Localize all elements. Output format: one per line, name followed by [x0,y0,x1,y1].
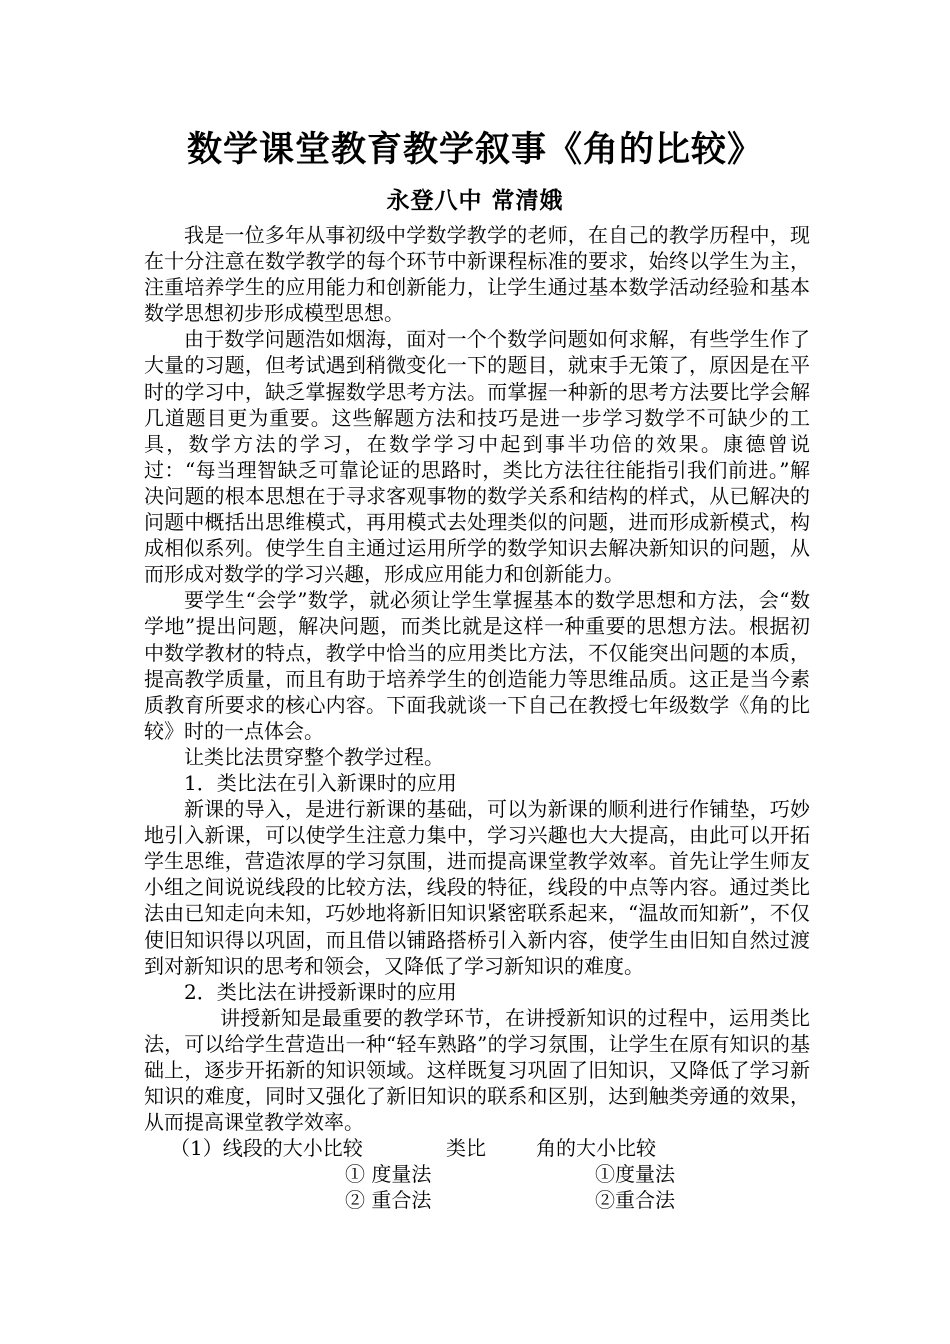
document-body [144,222,810,1213]
author-line: 永登八中 常清娥 [386,187,564,214]
comparison-left-item: ① 度量法 [345,1162,432,1187]
paragraph-intro-lesson: 新课的导入，是进行新课的基础，可以为新课的顺利进行作铺垫，巧妙地引入新课，可以使学生注意力集中，学习兴趣也大大提高，由此可以开拓学生思维，营造浓厚的学习氛围，进而提高课堂教学效率。首先让学生师友小组之间说说线段的比较方法，线段的特征，线段的中点等内容。通过类比法由已知走向未知，巧妙地将新旧知识紧密联系起来，“温故而知新”，不仅使旧知识得以巩固，而且借以铺路搭桥引入新内容，使学生由旧知自然过渡到对新知识的思考和领会，又降低了学习新知识的难度。 [144,797,810,978]
comparison-middle-heading: 类比 [446,1136,486,1161]
paragraph-through: 让类比法贯穿整个教学过程。 [184,744,444,769]
comparison-right-item: ②重合法 [595,1188,675,1213]
section-heading-2: 2．类比法在讲授新课时的应用 [184,979,457,1004]
comparison-left-item: ② 重合法 [345,1188,432,1213]
section-heading-1: 1．类比法在引入新课时的应用 [184,770,457,795]
comparison-row [144,1161,810,1187]
comparison-header [144,1135,810,1161]
comparison-right-heading: 角的大小比较 [536,1136,656,1161]
comparison-left-heading: （1）线段的大小比较 [170,1136,363,1161]
paragraph-intro: 我是一位多年从事初级中学数学教学的老师，在自己的教学历程中，现在十分注意在数学教学的每个环节中新课程标准的要求，始终以学生为主，注重培养学生的应用能力和创新能力，让学生通过基本数学活动经验和基本数学思想初步形成模型思想。 [144,223,810,326]
comparison-right-item: ①度量法 [595,1162,675,1187]
paragraph-method: 由于数学问题浩如烟海，面对一个个数学问题如何求解，有些学生作了大量的习题，但考试遇到稍微变化一下的题目，就束手无策了，原因是在平时的学习中，缺乏掌握数学思考方法。而掌握一种新的思考方法要比学会解几道题目更为重要。这些解题方法和技巧是进一步学习数学不可缺少的工具，数学方法的学习，在数学学习中起到事半功倍的效果。康德曾说过：“每当理智缺乏可靠论证的思路时，类比方法往往能指引我们前进。”解决问题的根本思想在于寻求客观事物的数学关系和结构的样式，从已解决的问题中概括出思维模式，再用模式去处理类似的问题，进而形成新模式，构成相似系列。使学生自主通过运用所学的数学知识去解决新知识的问题，从而形成对数学的学习兴趣，形成应用能力和创新能力。 [144,327,810,587]
paragraph-new-lesson: 讲授新知是最重要的教学环节，在讲授新知识的过程中，运用类比法，可以给学生营造出一种“轻车熟路”的学习氛围，让学生在原有知识的基础上，逐步开拓新的知识领域。这样既复习巩固了旧知识，又降低了学习新知识的难度，同时又强化了新旧知识的联系和区别，达到触类旁通的效果，从而提高课堂教学效率。 [144,1005,810,1135]
document-title: 数学课堂教育教学叙事《角的比较》 [186,129,763,170]
comparison-row [144,1187,810,1213]
paragraph-analogy: 要学生“会学”数学，就必须让学生掌握基本的数学思想和方法，会“数学地”提出问题，解决问题，而类比就是这样一种重要的思想方法。根据初中数学教材的特点，教学中恰当的应用类比方法，不仅能突出问题的本质，提高教学质量，而且有助于培养学生的创造能力等思维品质。这正是当今素质教育所要求的核心内容。下面我就谈一下自己在教授七年级数学《角的比较》时的一点体会。 [144,588,810,743]
